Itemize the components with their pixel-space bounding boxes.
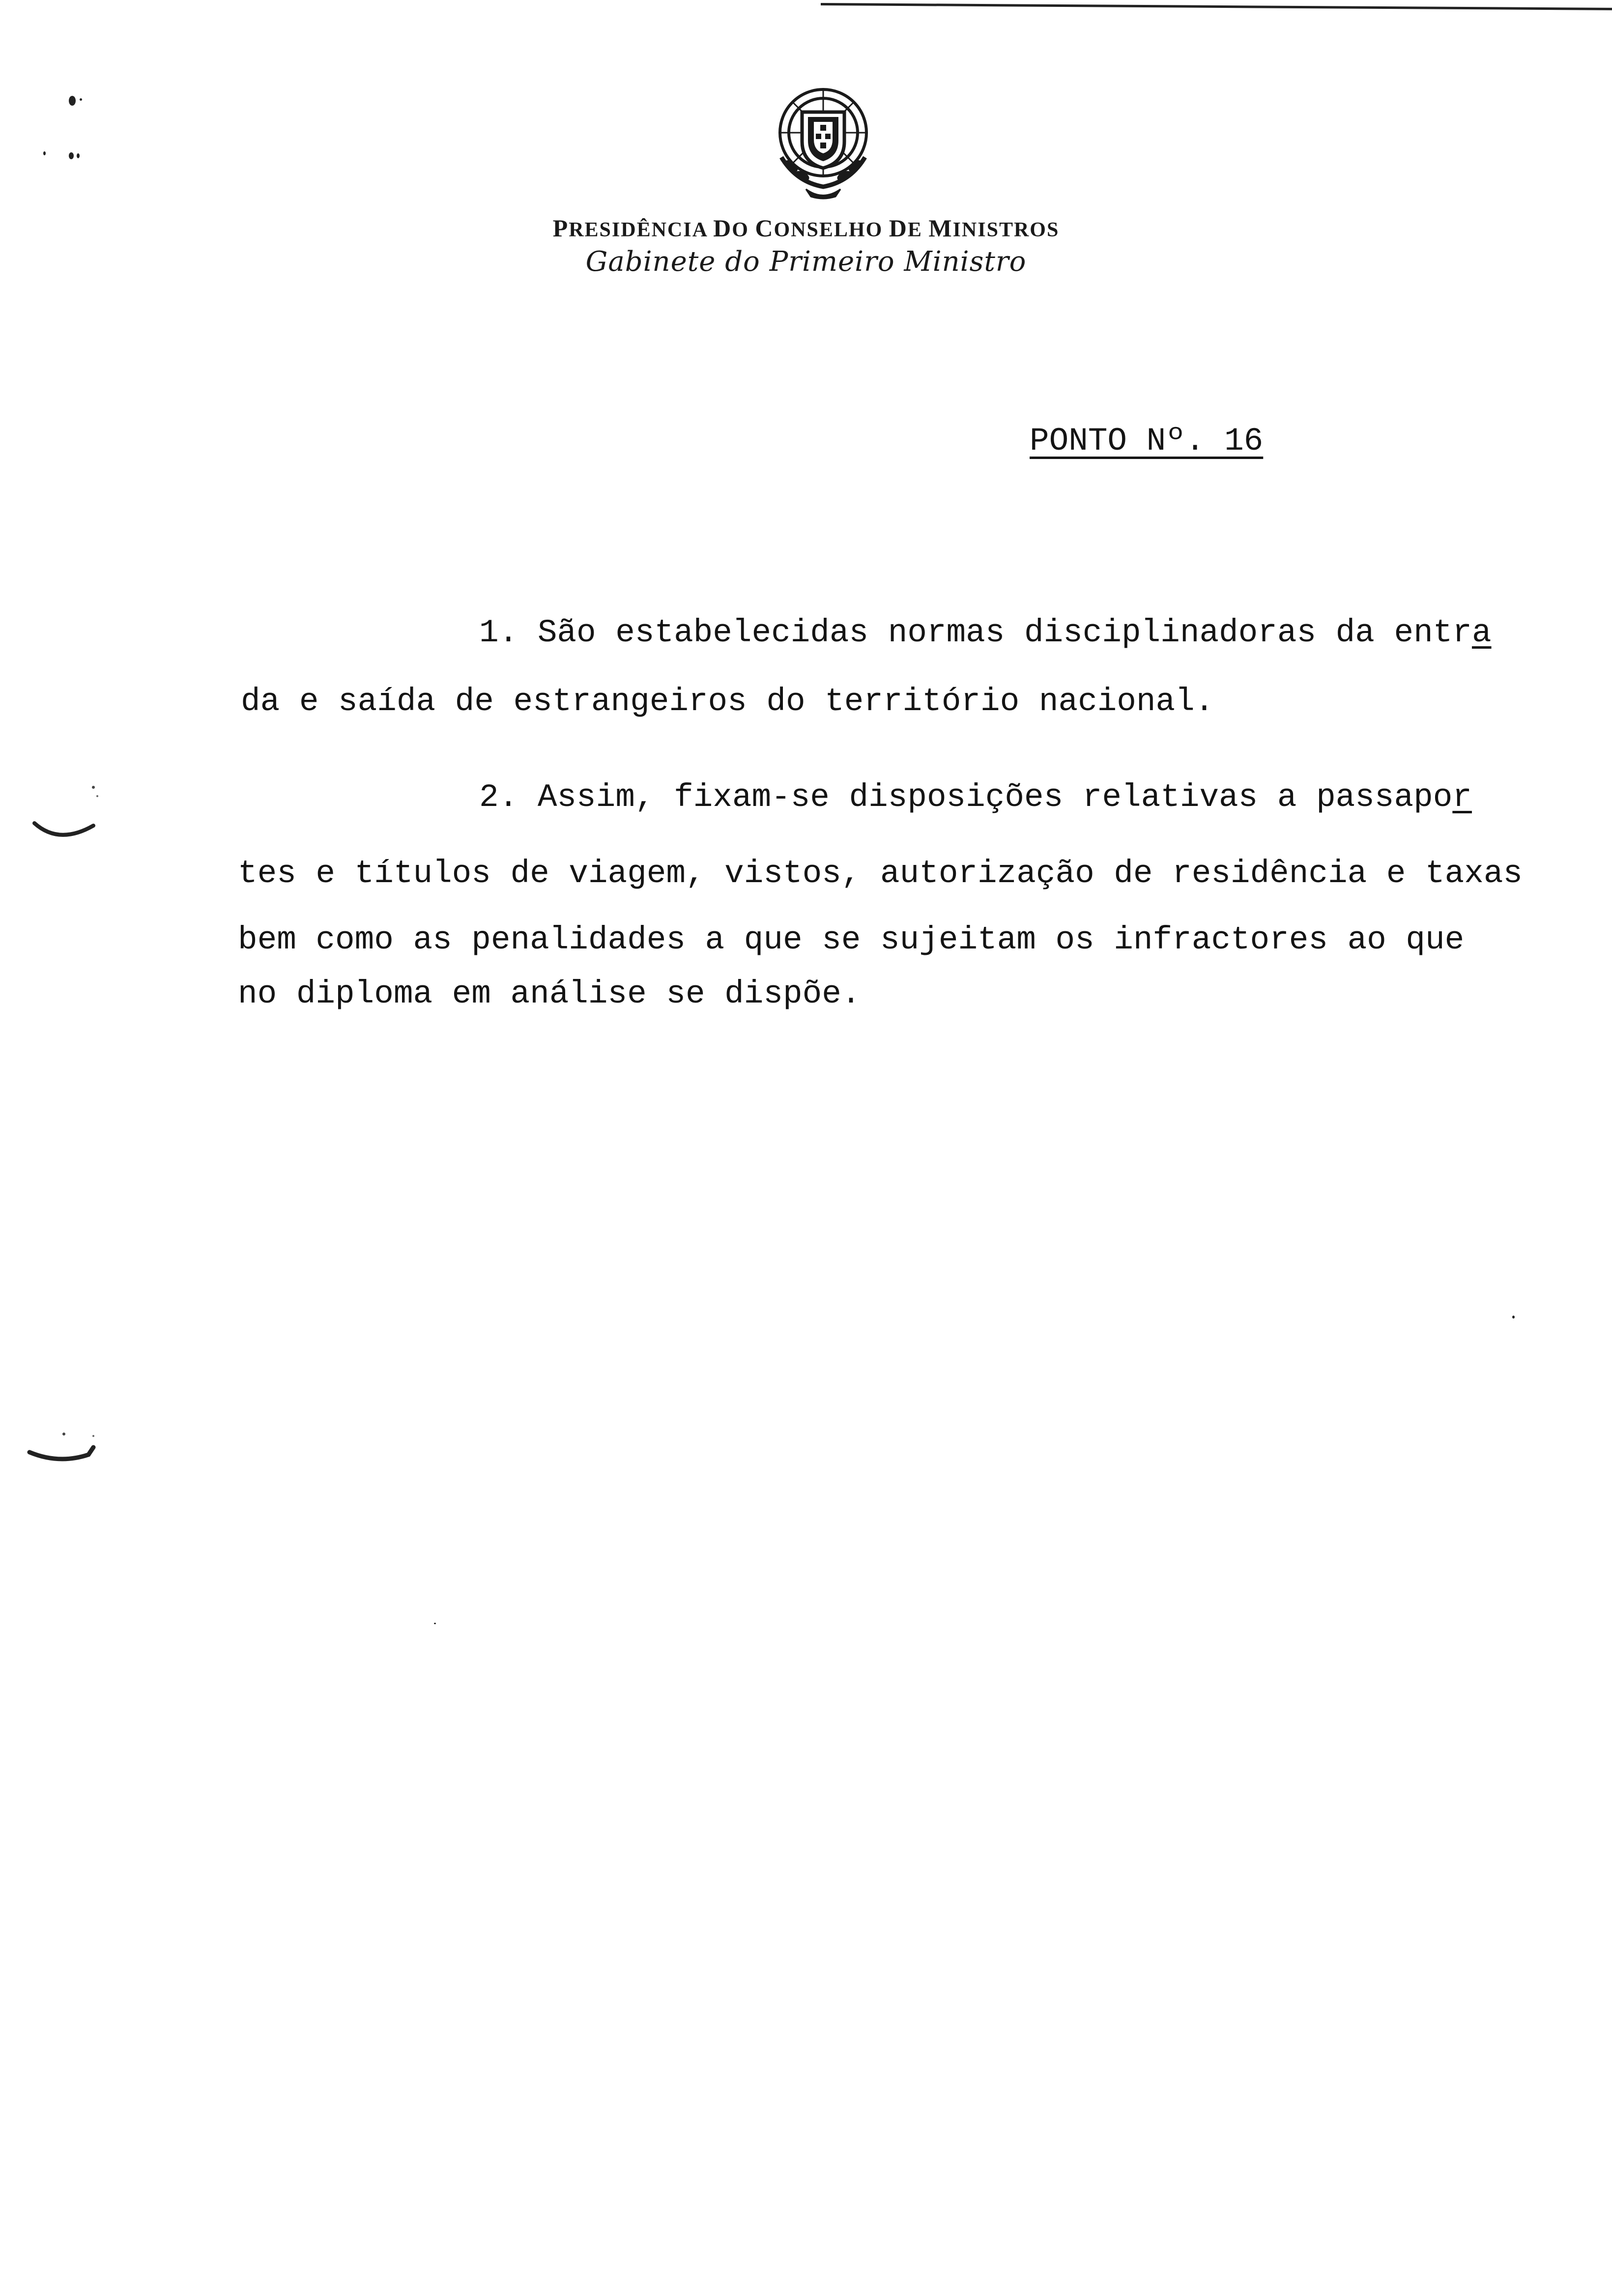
paragraph-1-line-2: da e saída de estrangeiros do território nacional. (241, 683, 1214, 720)
hyphenation-mark: r (1452, 779, 1472, 816)
punch-hole-mark-icon (25, 776, 103, 850)
document-heading: PONTO Nº. 16 (1030, 423, 1264, 459)
scan-speck (434, 1623, 436, 1624)
scan-speck (69, 96, 76, 106)
scan-speck (43, 151, 46, 155)
scan-top-rule (821, 3, 1612, 10)
paragraph-2-line-2: tes e títulos de viagem, vistos, autorização de residência e taxas (238, 855, 1523, 892)
scan-speck (1512, 1316, 1515, 1319)
letterhead-title-text: PRESIDÊNCIA DO CONSELHO DE MINISTROS (552, 214, 1060, 242)
scan-speck (80, 98, 82, 101)
hyphenation-mark: a (1471, 614, 1492, 651)
paragraph-2-line-1 (479, 781, 1472, 814)
letterhead-subtitle: Gabinete do Primeiro Ministro (585, 246, 1027, 278)
portuguese-coat-of-arms-icon (772, 84, 875, 201)
paragraph-2-text: 2. Assim, fixam-se disposições relativas a passapo (479, 779, 1453, 816)
paragraph-2-line-4: no diploma em análise se dispõe. (238, 976, 861, 1012)
punch-hole-mark-icon (25, 1425, 103, 1479)
paragraph-1-text: 1. São estabelecidas normas disciplinadoras da entr (479, 614, 1472, 651)
scan-speck (77, 153, 80, 158)
scan-speck (69, 152, 74, 159)
letterhead-title (0, 214, 1612, 242)
paragraph-1-line-1 (479, 614, 1492, 651)
paragraph-2-line-3: bem como as penalidades a que se sujeitam os infractores ao que (238, 921, 1465, 958)
